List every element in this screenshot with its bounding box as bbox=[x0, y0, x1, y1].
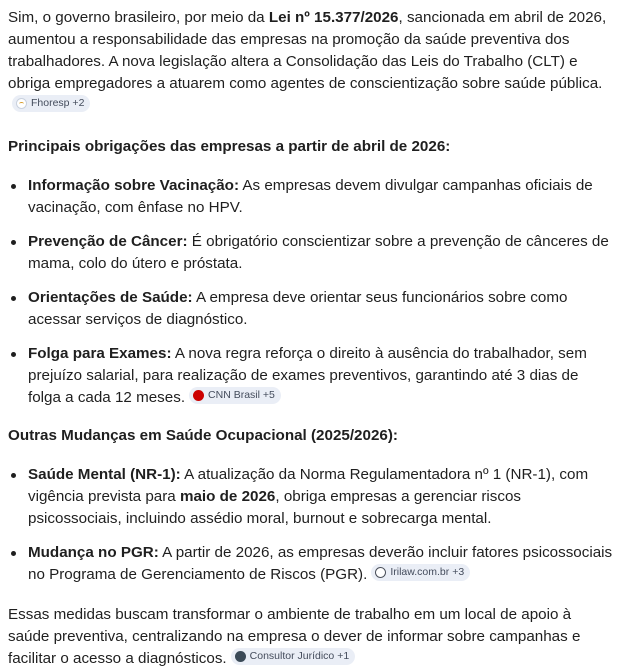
list-item bbox=[8, 343, 614, 409]
list-item-text: A partir de 2026, as empresas deverão incluir fatores psicossociais no Programa de Gerenciamento de Riscos (PGR). bbox=[28, 544, 613, 583]
bullet-icon bbox=[11, 240, 16, 245]
section-heading-other-changes: Outras Mudanças em Saúde Ocupacional (2025/2026): bbox=[8, 427, 398, 444]
list-item bbox=[8, 231, 614, 275]
intro-text-start: Sim, o governo brasileiro, por meio da bbox=[8, 9, 269, 26]
source-chip-label: Consultor Jurídico +1 bbox=[249, 650, 350, 662]
source-chip-label: Fhoresp +2 bbox=[31, 97, 85, 109]
bullet-icon bbox=[11, 352, 16, 357]
list-item-text: A empresa deve orientar seus funcionários sobre como acessar serviços de diagnóstico. bbox=[28, 289, 568, 328]
list-item bbox=[8, 542, 614, 586]
cnn-icon bbox=[193, 390, 204, 401]
list-item-title: Folga para Exames: bbox=[28, 345, 172, 362]
list-item-text: A atualização da Norma Regulamentadora nº 1 (NR-1), com vigência prevista para bbox=[28, 466, 589, 505]
source-chip-irilaw[interactable] bbox=[371, 564, 470, 581]
list-item-text: A nova regra reforça o direito à ausência do trabalhador, sem prejuízo salarial, para realização de exames preventivos, garantindo até 3 dias de folga a cada 12 meses. bbox=[28, 345, 587, 406]
irilaw-icon bbox=[375, 567, 386, 578]
list-item bbox=[8, 175, 614, 219]
list-item-title: Prevenção de Câncer: bbox=[28, 233, 188, 250]
folha-icon bbox=[16, 98, 27, 109]
consultor-icon bbox=[235, 651, 246, 662]
source-chip-consultor[interactable] bbox=[231, 648, 356, 665]
source-chip-label: Irilaw.com.br +3 bbox=[390, 566, 465, 578]
list-item-title: Saúde Mental (NR-1): bbox=[28, 466, 181, 483]
intro-paragraph bbox=[8, 7, 614, 117]
list-item-title: Informação sobre Vacinação: bbox=[28, 177, 240, 194]
bullet-icon bbox=[11, 473, 16, 478]
source-chip-label: CNN Brasil +5 bbox=[208, 389, 275, 401]
section-heading-obligations: Principais obrigações das empresas a partir de abril de 2026: bbox=[8, 138, 451, 155]
list-item-text: , obriga empresas a gerenciar riscos psicossociais, incluindo assédio moral, burnout e sobrecarga mental. bbox=[28, 488, 522, 527]
list-item-title: Mudança no PGR: bbox=[28, 544, 159, 561]
list-item-title: Orientações de Saúde: bbox=[28, 289, 193, 306]
bullet-icon bbox=[11, 551, 16, 556]
closing-text: Essas medidas buscam transformar o ambiente de trabalho em um local de apoio à saúde preventiva, centralizando na empresa o dever de informar sobre campanhas e facilitar o acesso a diagnósticos. bbox=[8, 606, 581, 667]
bullet-icon bbox=[11, 184, 16, 189]
law-reference: Lei nº 15.377/2026 bbox=[268, 9, 399, 26]
obligations-list bbox=[8, 175, 614, 409]
list-item bbox=[8, 287, 614, 331]
list-item bbox=[8, 464, 614, 530]
intro-text-end: , sancionada em abril de 2026, aumentou a responsabilidade das empresas na promoção da saúde preventiva dos trabalhadores. A nova legislação altera a Consolidação das Leis do Trabalho (CLT) e obriga empregadores a atuarem como agentes de conscientização sobre saúde pública. bbox=[8, 9, 607, 92]
source-chip-fhoresp[interactable] bbox=[12, 95, 90, 112]
list-item-text: As empresas devem divulgar campanhas oficiais de vacinação, com ênfase no HPV. bbox=[28, 177, 593, 216]
list-item-emphasis: maio de 2026 bbox=[179, 488, 276, 505]
list-item-text: É obrigatório conscientizar sobre a prevenção de cânceres de mama, colo do útero e próstata. bbox=[28, 233, 609, 272]
other-changes-list bbox=[8, 464, 614, 586]
closing-paragraph bbox=[8, 604, 614, 670]
source-chip-cnn[interactable] bbox=[189, 387, 281, 404]
bullet-icon bbox=[11, 296, 16, 301]
